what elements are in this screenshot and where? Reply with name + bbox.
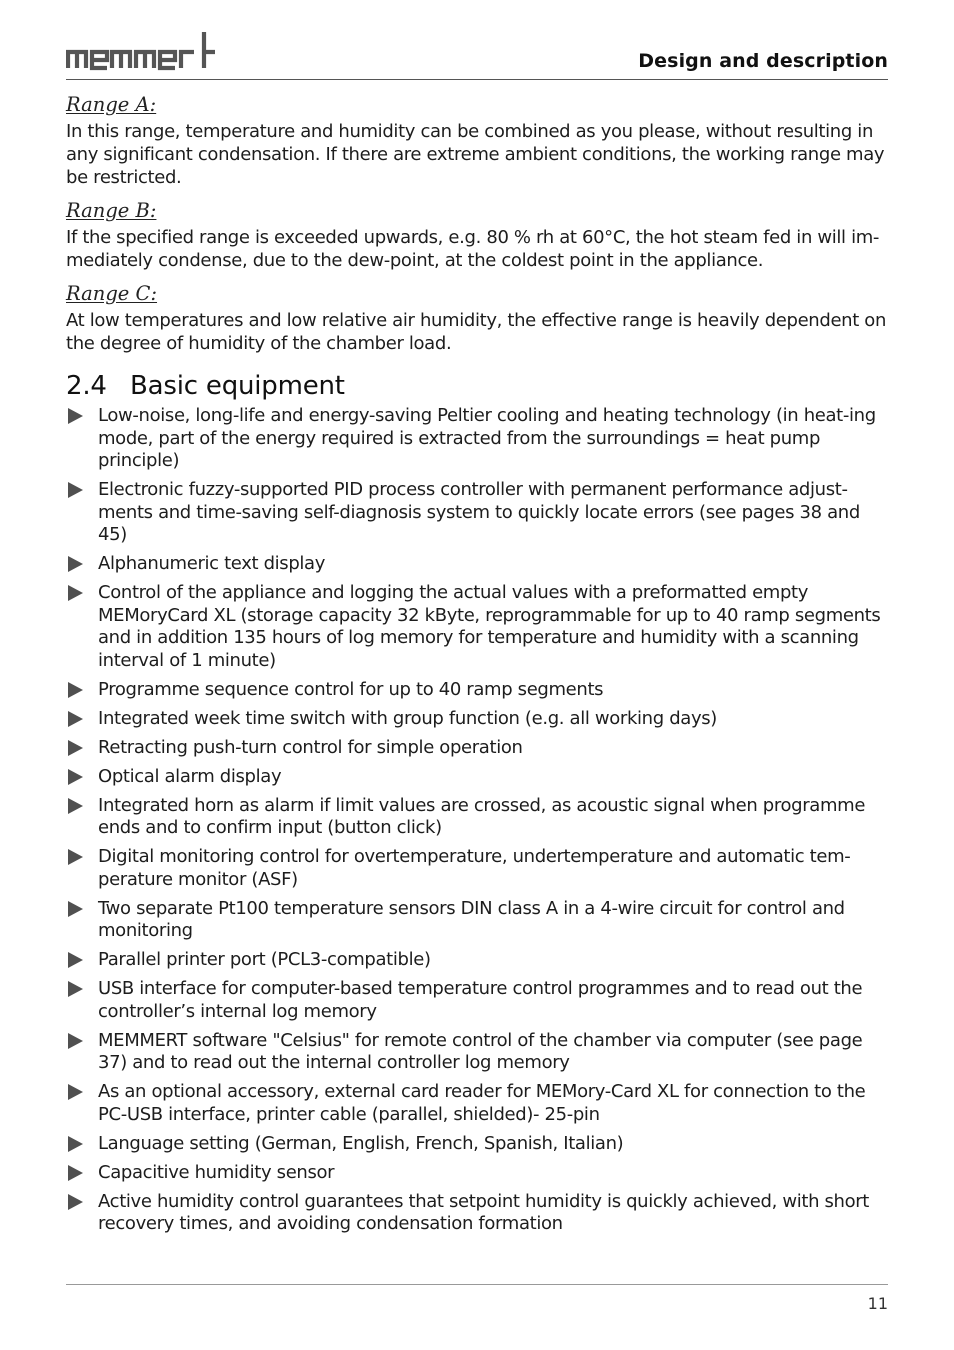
triangle-bullet-icon <box>68 849 83 865</box>
range-c-block <box>66 281 888 355</box>
triangle-bullet-icon <box>68 711 83 727</box>
triangle-bullet-icon <box>68 1084 83 1100</box>
range-a-title: Range A: <box>66 93 157 116</box>
footer-divider <box>66 1284 888 1285</box>
equipment-list <box>66 405 888 1236</box>
section-title: Basic equipment <box>130 371 345 401</box>
list-item-text: Programme sequence control for up to 40 ramp segments <box>98 678 604 700</box>
triangle-bullet-icon <box>68 1136 83 1152</box>
list-item <box>66 1081 888 1126</box>
list-item <box>66 795 888 840</box>
list-item-text: Language setting (German, English, French, Spanish, Italian) <box>98 1132 624 1154</box>
list-item <box>66 898 888 943</box>
list-item-text: Control of the appliance and logging the actual values with a preformatted empty MEMoryCard XL (storage capacity 32 kByte, reprogrammable for up to 40 ramp segments and in addition 135 hours of log memory for temperature and humidity with a scanning interval of 1 minute) <box>98 582 881 671</box>
list-item <box>66 1133 888 1156</box>
list-item <box>66 1030 888 1075</box>
list-item <box>66 582 888 672</box>
triangle-bullet-icon <box>68 798 83 814</box>
list-item-text: Parallel printer port (PCL3-compatible) <box>98 949 431 970</box>
range-a-text: In this range, temperature and humidity can be combined as you please, without resulting in any significant condensation. If there are extreme ambient conditions, the working range may be restricted. <box>66 121 885 188</box>
range-b-text: If the specified range is exceeded upwards, e.g. 80 % rh at 60°C, the hot steam fed in will im-mediately condense, due to the dew-point, at the coldest point in the appliance. <box>66 227 880 271</box>
memmert-logo <box>66 30 218 72</box>
list-item-text: Integrated week time switch with group function (e.g. all working days) <box>98 707 717 729</box>
list-item-text: Digital monitoring control for overtemperature, undertemperature and automatic tem-perature monitor (ASF) <box>98 846 851 890</box>
triangle-bullet-icon <box>68 585 83 601</box>
list-item <box>66 679 888 702</box>
section-heading <box>66 369 888 403</box>
triangle-bullet-icon <box>68 556 83 572</box>
range-b-title: Range B: <box>66 199 157 222</box>
triangle-bullet-icon <box>68 1165 83 1181</box>
triangle-bullet-icon <box>68 682 83 698</box>
list-item-text: Low-noise, long-life and energy-saving Peltier cooling and heating technology (in heat-ing mode, part of the energy required is extracted from the surroundings = heat pump principle) <box>98 405 876 471</box>
list-item-text: Two separate Pt100 temperature sensors DIN class A in a 4-wire circuit for control and monitoring <box>98 897 845 941</box>
triangle-bullet-icon <box>68 769 83 785</box>
page-content <box>66 92 888 1242</box>
triangle-bullet-icon <box>68 482 83 498</box>
triangle-bullet-icon <box>68 981 83 997</box>
page-number: 11 <box>867 1294 888 1313</box>
list-item-text: Retracting push-turn control for simple operation <box>98 736 523 758</box>
triangle-bullet-icon <box>68 952 83 968</box>
range-a-block <box>66 92 888 189</box>
list-item-text: Electronic fuzzy-supported PID process controller with permanent performance adjust-ments and time-saving self-diagnosis system to quickly locate errors (see pages 38 and 45) <box>98 479 860 545</box>
list-item <box>66 949 888 972</box>
range-b-block <box>66 198 888 272</box>
list-item <box>66 1191 888 1236</box>
list-item <box>66 405 888 473</box>
list-item-text: Active humidity control guarantees that setpoint humidity is quickly achieved, with short recovery times, and avoiding condensation formation <box>98 1190 870 1234</box>
range-c-text: At low temperatures and low relative air humidity, the effective range is heavily dependent on the degree of humidity of the chamber load. <box>66 310 887 354</box>
triangle-bullet-icon <box>68 740 83 756</box>
list-item-text: Capacitive humidity sensor <box>98 1161 335 1183</box>
list-item-text: USB interface for computer-based temperature control programmes and to read out the controller’s internal log memory <box>98 978 863 1022</box>
list-item <box>66 1162 888 1185</box>
list-item <box>66 737 888 760</box>
list-item <box>66 708 888 731</box>
triangle-bullet-icon <box>68 901 83 917</box>
page-header <box>66 30 888 80</box>
list-item <box>66 766 888 789</box>
list-item <box>66 553 888 576</box>
list-item <box>66 978 888 1023</box>
section-number: 2.4 <box>66 371 107 401</box>
list-item-text: Integrated horn as alarm if limit values are crossed, as acoustic signal when programme ends and to confirm input (button click) <box>98 794 866 838</box>
list-item-text: Alphanumeric text display <box>98 553 326 574</box>
list-item-text: Optical alarm display <box>98 765 282 787</box>
list-item <box>66 479 888 547</box>
header-section-title: Design and description <box>638 50 888 72</box>
triangle-bullet-icon <box>68 408 83 424</box>
triangle-bullet-icon <box>68 1033 83 1049</box>
range-c-title: Range C: <box>66 282 158 305</box>
list-item-text: MEMMERT software "Celsius" for remote control of the chamber via computer (see page 37) and to read out the internal controller log memory <box>98 1029 863 1073</box>
list-item-text: As an optional accessory, external card reader for MEMory-Card XL for connection to the PC-USB interface, printer cable (parallel, shielded)- 25-pin <box>98 1081 866 1125</box>
list-item <box>66 846 888 891</box>
triangle-bullet-icon <box>68 1194 83 1210</box>
